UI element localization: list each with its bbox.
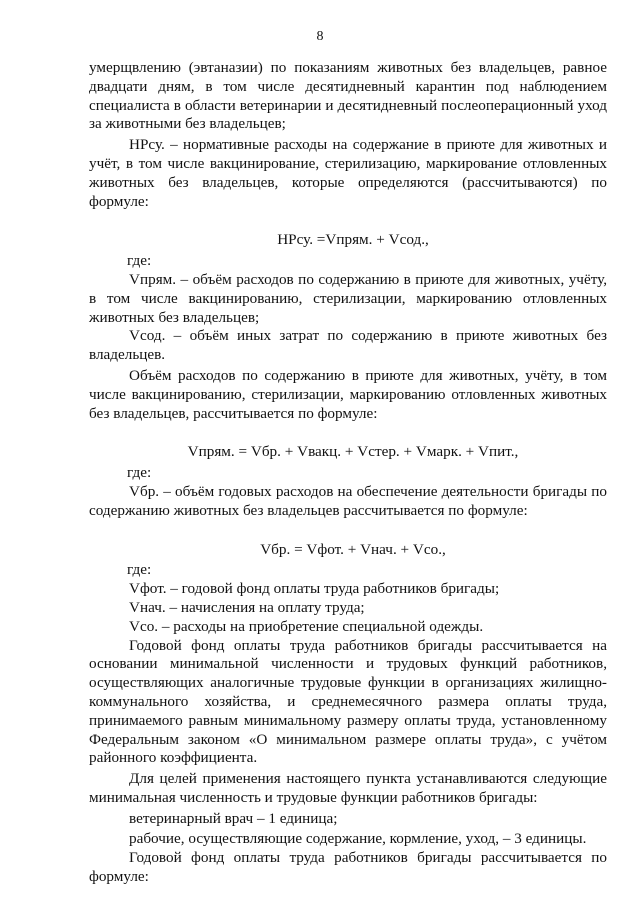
paragraph-vpryam-definition: Vпрям. – объём расходов по содержанию в приюте для животных, учёту, в том числе вакцинированию, стерилизации, маркированию отловленных животных без владельцев; [89, 270, 607, 326]
paragraph-vbr-definition: Vбр. – объём годовых расходов на обеспечение деятельности бригады по содержанию животных без владельцев рассчитывается по формуле: [89, 482, 607, 519]
page-number: 8 [316, 29, 324, 44]
formula-nrsu: НРсу. =Vпрям. + Vсод., [277, 231, 429, 249]
paragraph-staff-vet: ветеринарный врач – 1 единица; [129, 809, 338, 827]
paragraph-staffing-intro: Для целей применения настоящего пункта устанавливаются следующие минимальная численность и трудовые функции работников бригады: [89, 770, 607, 806]
where-label: где: [127, 464, 152, 482]
paragraph-vso-definition: Vсо. – расходы на приобретение специальной одежды. [129, 617, 484, 635]
where-label: где: [127, 252, 152, 270]
paragraph-vpryam-formula-intro: Объём расходов по содержанию в приюте для животных, учёту, в том числе вакцинированию, стерилизации, маркированию отловленных животных без владельцев, рассчитывается по формуле: [89, 366, 607, 422]
paragraph-nrsu-definition: НРсу. – нормативные расходы на содержание в приюте для животных и учёт, в том числе вакцинирование, стерилизацию, маркирование отловленных животных без владельцев, которые определяются (рассчитываются) по формуле: [89, 136, 607, 210]
paragraph-vsod-definition: Vсод. – объём иных затрат по содержанию в приюте животных без владельцев. [89, 327, 607, 364]
paragraph-payroll-formula-intro: Годовой фонд оплаты труда работников бригады рассчитывается по формуле: [89, 849, 607, 886]
paragraph-staff-workers: рабочие, осуществляющие содержание, кормление, уход, – 3 единицы. [129, 830, 587, 848]
paragraph-continuation: умерщвлению (эвтаназии) по показаниям животных без владельцев, равное двадцати дням, в том числе десятидневный карантин под наблюдением специалиста в области ветеринарии и десятидневный послеоперационный уход за животными без владельцев; [89, 59, 607, 133]
formula-vpryam: Vпрям. = Vбр. + Vвакц. + Vстер. + Vмарк. + Vпит., [187, 443, 519, 461]
document-body [89, 59, 607, 887]
paragraph-vnach-definition: Vнач. – начисления на оплату труда; [129, 598, 365, 616]
paragraph-vfot-definition: Vфот. – годовой фонд оплаты труда работников бригады; [129, 580, 500, 598]
paragraph-payroll-basis: Годовой фонд оплаты труда работников бригады рассчитывается на основании минимальной численности и трудовых функций работников, осуществляющих аналогичные трудовые функции в организациях жилищно-коммунального хозяйства, и среднемесячного размера оплаты труда, принимаемого равным минимальному размеру оплаты труда, установленному Федеральным законом «О минимальном размере оплаты труда», с учётом районного коэффициента. [89, 636, 607, 767]
where-label: где: [127, 561, 152, 579]
formula-vbr: Vбр. = Vфот. + Vнач. + Vсо., [260, 540, 446, 558]
